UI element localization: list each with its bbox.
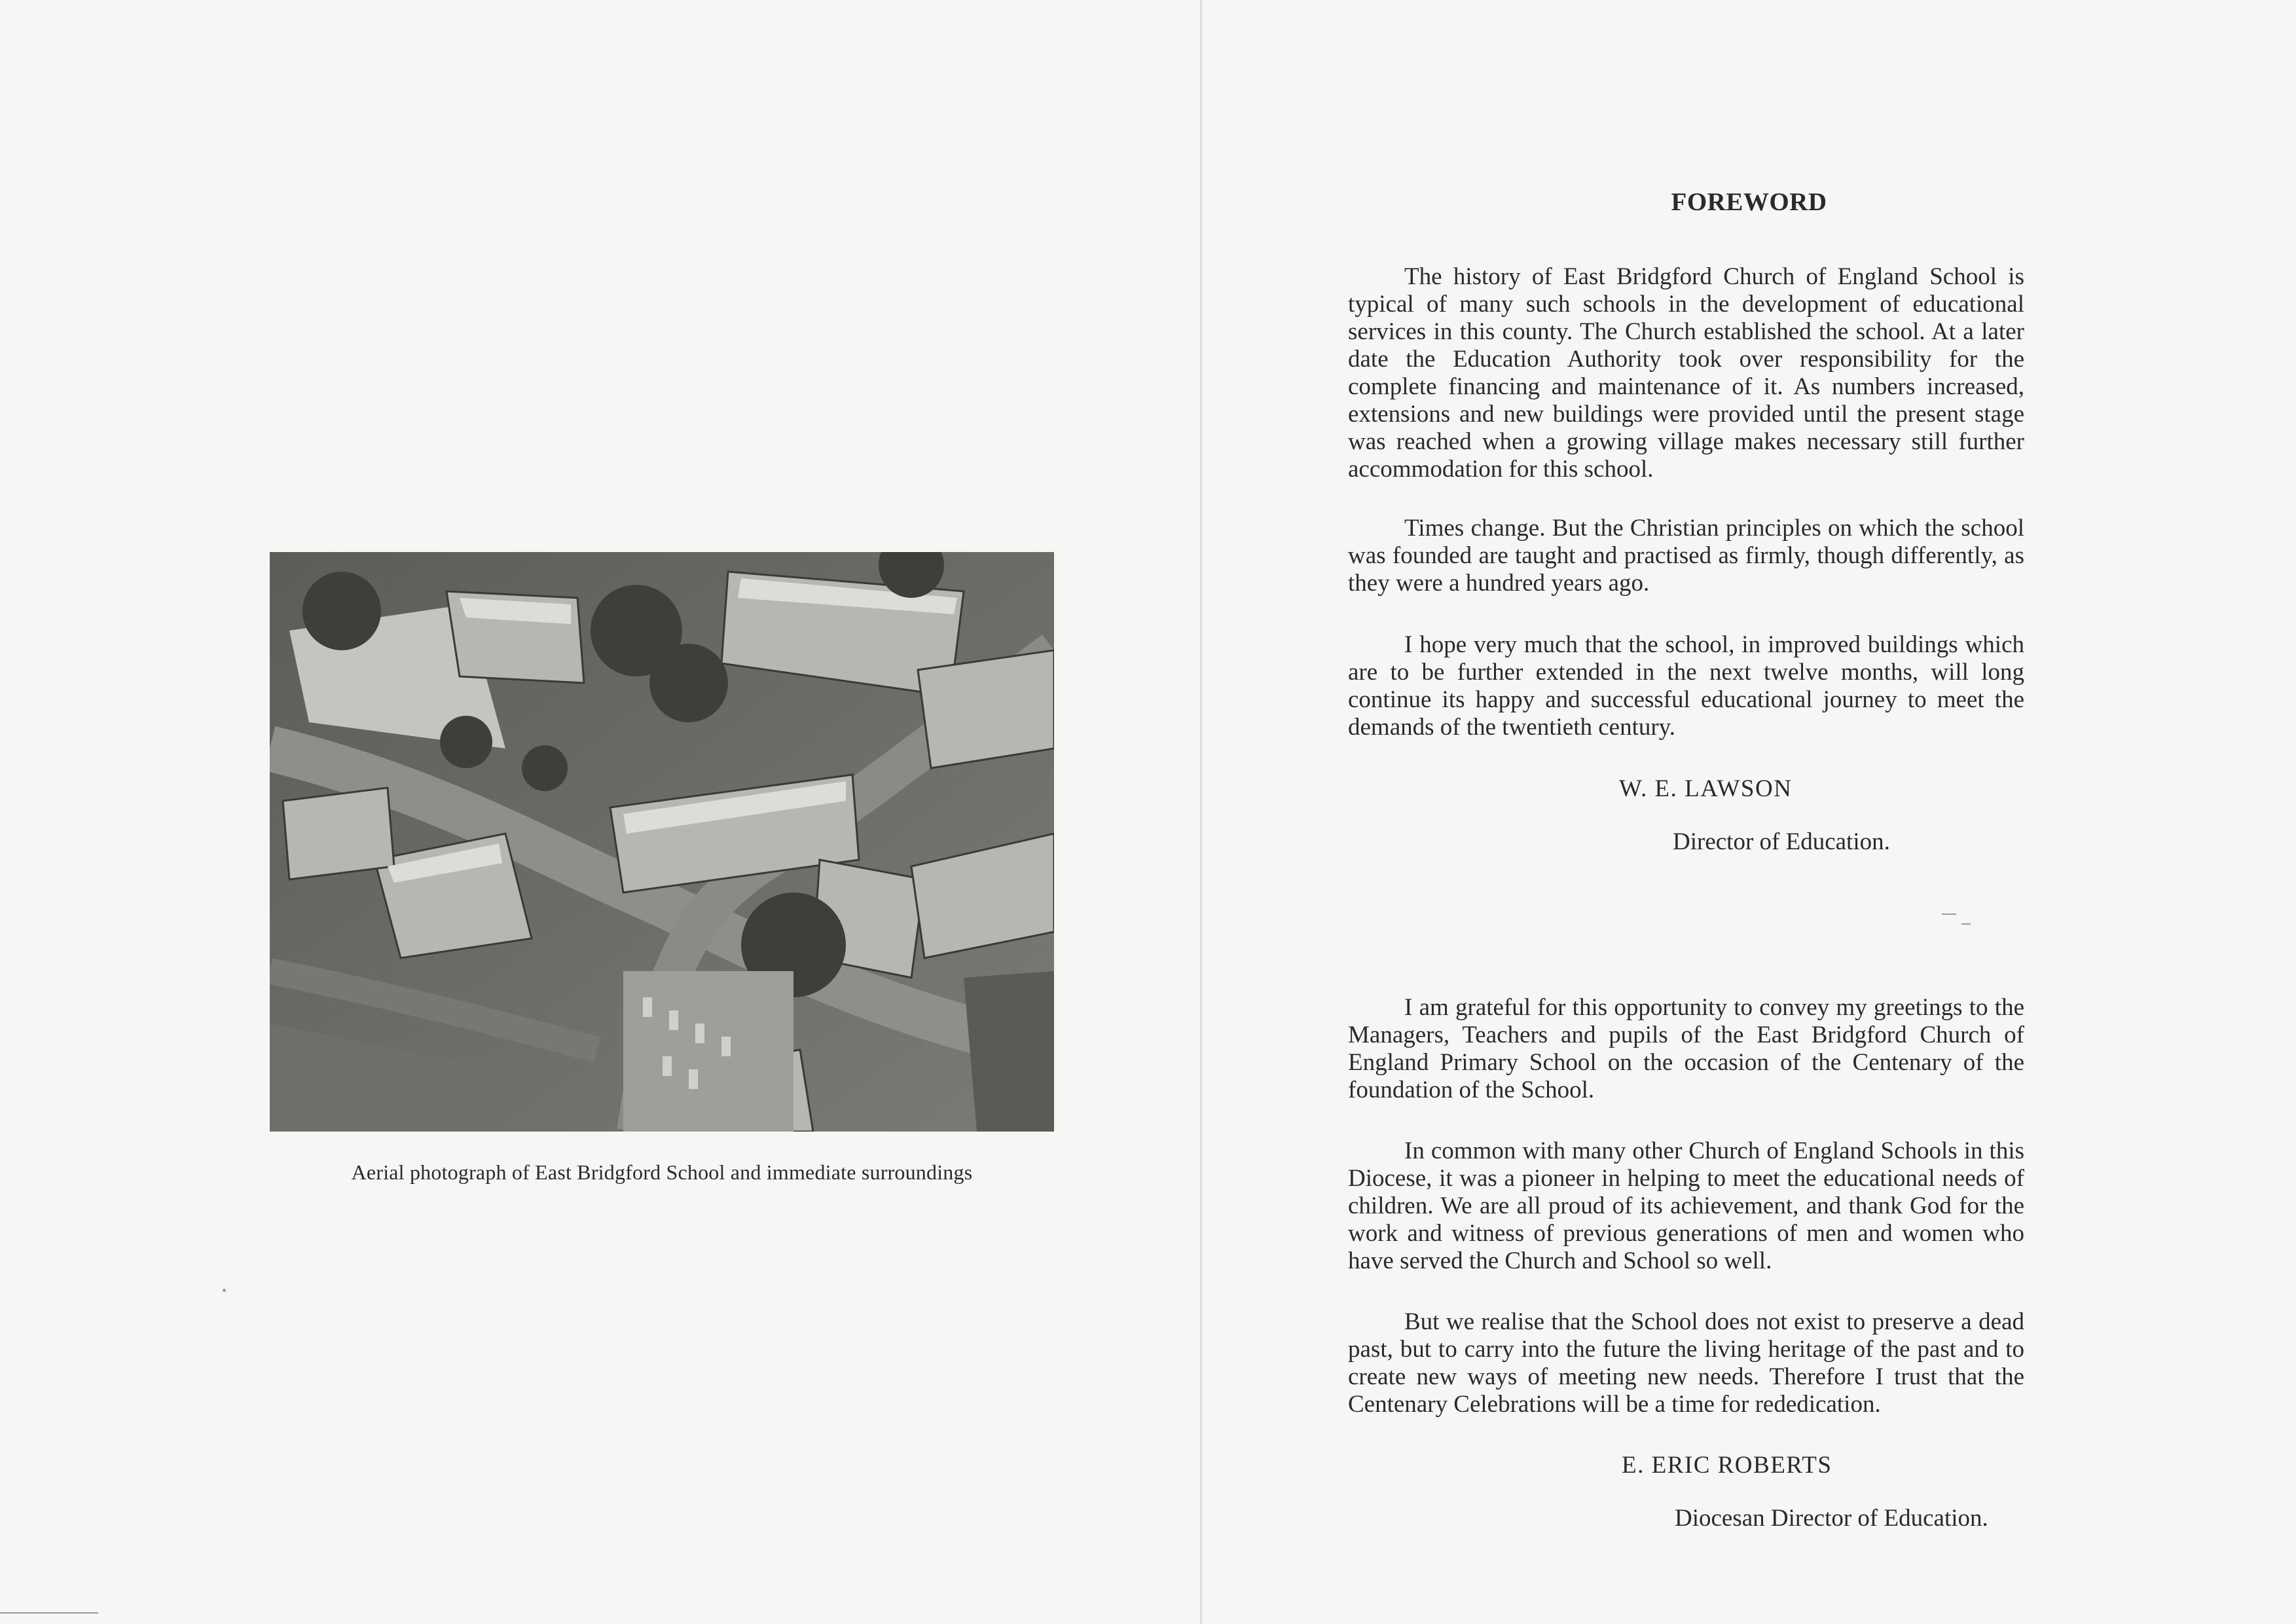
greeting-paragraph-2: In common with many other Church of England Schools in this Diocese, it was a pioneer in helping to meet the educational needs of children. We are all proud of its achievement, and thank God for the work and witness of previous generations of men and women who have served the Church and School so well.: [1348, 1137, 2024, 1274]
signatory-role-1: Director of Education.: [1673, 828, 1890, 855]
foreword-paragraph-2: Times change. But the Christian principles on which the school was founded are taught and practised as firmly, though differently, as they were a hundred years ago.: [1348, 515, 2024, 597]
foreword-paragraph-1: The history of East Bridgford Church of England School is typical of many such schools in the development of educational services in this county. The Church established the school. At a later date the Education Authority took over responsibility for the complete financing and maintenance of it. As numbers increased, extensions and new buildings were provided until the present stage was reached when a growing village makes necessary still further accommodation for this school.: [1348, 263, 2024, 483]
foreword-paragraph-3: I hope very much that the school, in improved buildings which are to be further extended in the next twelve months, will long continue its happy and successful educational journey to meet the demands of the twentieth century.: [1348, 631, 2024, 741]
aerial-photo-image: [270, 552, 1054, 1132]
signatory-name-1: W. E. LAWSON: [1619, 775, 1793, 802]
right-page: [1202, 0, 2296, 1624]
photo-caption: Aerial photograph of East Bridgford School and immediate surroundings: [351, 1160, 973, 1184]
signatory-role-2: Diocesan Director of Education.: [1675, 1505, 1988, 1532]
greeting-paragraph-3: But we realise that the School does not exist to preserve a dead past, but to carry into the future the living heritage of the past and to create new ways of meeting new needs. Therefore I trust that the Centenary Celebrations will be a time for rededication.: [1348, 1308, 2024, 1418]
page-title: FOREWORD: [1671, 188, 1827, 216]
page-speck: [1961, 923, 1971, 925]
page-speck: [223, 1289, 226, 1292]
greeting-paragraph-1: I am grateful for this opportunity to convey my greetings to the Managers, Teachers and pupils of the East Bridgford Church of England Primary School on the occasion of the Centenary of the foundation of the School.: [1348, 994, 2024, 1103]
page-speck: [1942, 913, 1956, 915]
aerial-photo: [270, 552, 1054, 1132]
page-edge-line: [0, 1612, 98, 1614]
signatory-name-2: E. ERIC ROBERTS: [1622, 1452, 1832, 1479]
